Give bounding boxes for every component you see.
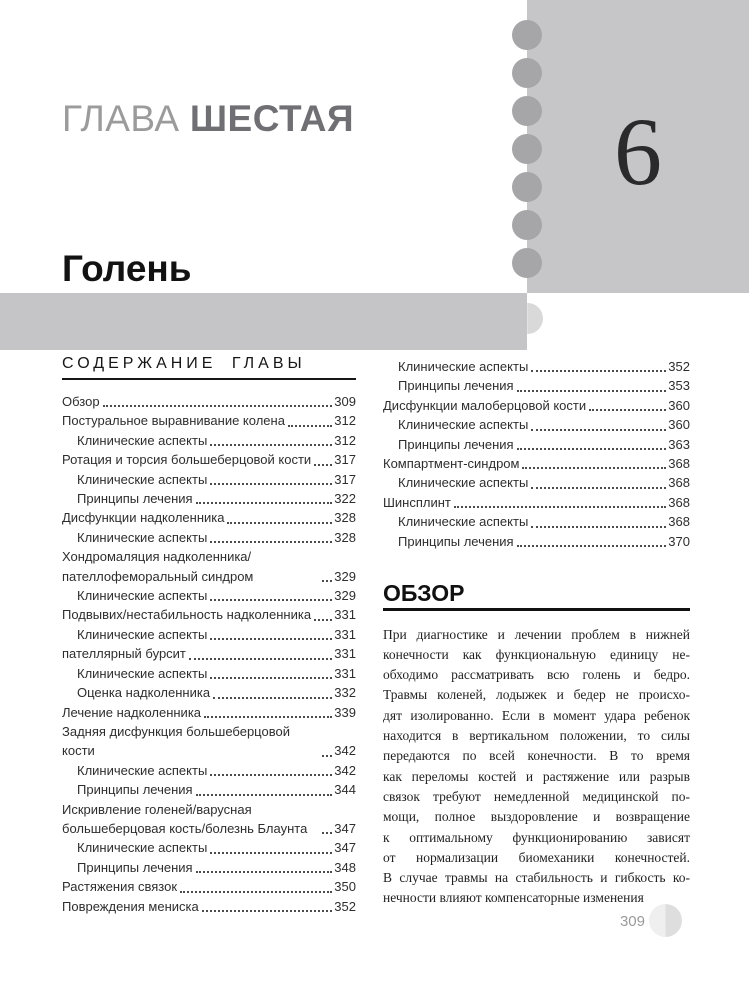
- body-text-line: как переломы костей и растяжение или разрыв: [383, 768, 690, 784]
- toc-list-right: [383, 357, 690, 551]
- toc-entry: [383, 396, 690, 415]
- toc-entry-label: Клинические аспекты: [77, 665, 208, 681]
- toc-entry-label: Клинические аспекты: [398, 417, 529, 433]
- overview-paragraph: [383, 625, 690, 909]
- toc-entry-label: Шинсплинт: [383, 494, 451, 510]
- toc-entry: [62, 858, 356, 877]
- body-text-line: При диагностике и лечении проблем в нижней: [383, 626, 690, 642]
- toc-dotted-leader: [314, 464, 332, 466]
- toc-dotted-leader: [196, 871, 333, 873]
- toc-entry-label: Подвывих/​нестабильность надколенника: [62, 607, 312, 623]
- toc-entry-label: Клинические аспекты: [77, 432, 208, 448]
- chapter-number-panel: [527, 0, 749, 293]
- toc-dotted-leader: [210, 677, 332, 679]
- footer-ornament-circle: [649, 904, 682, 937]
- body-text-line: связок требуют немедленной медицинской по-: [383, 788, 690, 804]
- ornament-dot: [512, 248, 542, 278]
- toc-right-column: [383, 355, 690, 909]
- toc-entry-page: 347: [334, 840, 356, 856]
- toc-dotted-leader: [210, 638, 332, 640]
- ornament-dot: [512, 210, 542, 240]
- toc-entry: [62, 877, 356, 896]
- toc-entry-page: 344: [334, 782, 356, 798]
- toc-entry-page: 350: [334, 879, 356, 895]
- toc-entry: [62, 644, 356, 663]
- toc-dotted-leader: [210, 599, 332, 601]
- toc-entry-page: 342: [334, 762, 356, 778]
- toc-entry-page: 352: [668, 359, 690, 374]
- toc-entry-label: Клинические аспекты: [77, 588, 208, 604]
- toc-entry: [62, 722, 356, 761]
- toc-entry-page: 317: [334, 471, 356, 487]
- toc-dotted-leader: [322, 832, 332, 834]
- toc-entry: [62, 625, 356, 644]
- chapter-kicker-word-bold: ШЕСТАЯ: [189, 98, 355, 139]
- toc-entry: [62, 664, 356, 683]
- toc-entry: [62, 392, 356, 411]
- toc-entry-page: 312: [334, 432, 356, 448]
- toc-entry-label: Принципы лечения: [77, 491, 193, 507]
- toc-entry: [62, 508, 356, 527]
- toc-entry: [62, 683, 356, 702]
- toc-entry-page: 363: [668, 436, 690, 452]
- toc-entry-page: 347: [334, 820, 356, 836]
- toc-entry-label: Принципы лечения: [398, 436, 514, 452]
- divider-bar: [0, 293, 527, 350]
- toc-dotted-leader: [517, 390, 667, 392]
- toc-entry: [62, 703, 356, 722]
- toc-entry-label: Клинические аспекты: [77, 840, 208, 856]
- toc-entry-label: Клинические аспекты: [398, 475, 529, 491]
- toc-entry: [62, 605, 356, 624]
- toc-entry-label: Компартмент-синдром: [383, 456, 520, 472]
- toc-dotted-leader: [210, 541, 332, 543]
- toc-entry-label: Постуральное выравнивание колена: [62, 413, 285, 429]
- toc-dotted-leader: [210, 483, 332, 485]
- toc-entry-page: 360: [668, 417, 690, 433]
- toc-entry-page: 329: [334, 588, 356, 604]
- toc-entry-page: 331: [334, 665, 356, 681]
- toc-entry-label: пателлярный бурсит: [62, 646, 186, 662]
- toc-entry: [62, 838, 356, 857]
- toc-entry-label: Клинические аспекты: [77, 471, 208, 487]
- toc-entry-page: 328: [334, 529, 356, 545]
- body-text-line: мощи, полное выздоровление и возвращение: [383, 809, 690, 825]
- toc-entry-page: 342: [334, 743, 356, 759]
- toc-entry-page: 368: [668, 514, 690, 530]
- toc-entry-label: Повреждения мениска: [62, 898, 199, 914]
- toc-entry: [383, 512, 690, 531]
- chapter-kicker: [62, 100, 354, 137]
- toc-entry: [383, 454, 690, 473]
- ornament-dot: [512, 172, 542, 202]
- toc-entry-page: 329: [334, 568, 356, 584]
- toc-entry: [62, 800, 356, 839]
- toc-entry-page: 370: [668, 533, 690, 549]
- toc-dotted-leader: [210, 852, 332, 854]
- toc-entry-label: Искривление голеней/​варусная большеберцовая кость/​болезнь Блаунта: [62, 801, 308, 836]
- toc-entry-page: 368: [668, 456, 690, 472]
- toc-dotted-leader: [517, 545, 667, 547]
- toc-entry-page: 360: [668, 397, 690, 413]
- toc-entry-label: Обзор: [62, 394, 100, 409]
- toc-dotted-leader: [202, 910, 333, 912]
- toc-dotted-leader: [517, 448, 667, 450]
- toc-entry-page: 328: [334, 510, 356, 526]
- toc-entry: [62, 761, 356, 780]
- body-text-line: передаются по всей конечности. В то время: [383, 748, 690, 764]
- toc-entry-label: Задняя дисфункция большеберцовой кости: [62, 723, 290, 759]
- toc-entry-label: Клинические аспекты: [77, 626, 208, 642]
- toc-entry: [62, 528, 356, 547]
- toc-entry-label: Хондромаляция надколенника/​пателлофеморальный синдром: [62, 549, 254, 584]
- toc-entry-label: Принципы лечения: [77, 782, 193, 798]
- toc-dotted-leader: [531, 429, 666, 431]
- toc-entry-label: Растяжения связок: [62, 879, 178, 895]
- toc-dotted-leader: [589, 409, 666, 411]
- toc-entry-page: 353: [668, 378, 690, 394]
- ornament-dot: [512, 134, 542, 164]
- toc-entry: [383, 415, 690, 434]
- toc-entry-label: Оценка надколенника: [77, 685, 211, 701]
- toc-dotted-leader: [322, 755, 332, 757]
- body-text-line: к оптимальному функционированию зависят: [383, 829, 690, 845]
- toc-entry-label: Лечение надколенника: [62, 704, 202, 720]
- toc-dotted-leader: [210, 444, 332, 446]
- toc-entry-page: 352: [334, 898, 356, 914]
- toc-entry: [383, 376, 690, 395]
- toc-dotted-leader: [531, 526, 666, 528]
- toc-entry: [62, 489, 356, 508]
- toc-entry-page: 331: [334, 607, 356, 623]
- body-text-line: находится в вертикальном положении, то силы: [383, 728, 690, 744]
- toc-entry-page: 348: [334, 859, 356, 875]
- toc-heading: СОДЕРЖАНИЕ ГЛАВЫ: [62, 355, 306, 372]
- toc-dotted-leader: [180, 891, 332, 893]
- toc-entry: [383, 493, 690, 512]
- toc-entry: [383, 357, 690, 376]
- chapter-title: Голень: [62, 248, 192, 289]
- toc-dotted-leader: [196, 794, 333, 796]
- toc-entry-label: Дисфункции надколенника: [62, 510, 225, 526]
- toc-entry: [383, 532, 690, 551]
- toc-entry: [62, 470, 356, 489]
- chapter-kicker-word: ГЛАВА: [62, 98, 180, 139]
- toc-entry-page: 331: [334, 626, 356, 642]
- body-text-line: дят изолированно. Если в момент удара ребенок: [383, 707, 690, 723]
- toc-dotted-leader: [454, 506, 666, 508]
- toc-dotted-leader: [531, 370, 666, 372]
- toc-entry: [383, 435, 690, 454]
- toc-entry-label: Клинические аспекты: [398, 359, 529, 374]
- toc-dotted-leader: [103, 405, 333, 407]
- toc-dotted-leader: [196, 502, 333, 504]
- body-text-line: конечности как функциональную единицу не-: [383, 646, 690, 662]
- toc-list-left: [62, 392, 356, 916]
- chapter-number: 6: [614, 98, 662, 205]
- toc-entry-label: Клинические аспекты: [77, 529, 208, 545]
- toc-entry: [62, 897, 356, 916]
- toc-dotted-leader: [314, 619, 332, 621]
- page-number: 309: [619, 913, 645, 930]
- toc-dotted-leader: [288, 425, 332, 427]
- toc-entry: [62, 450, 356, 469]
- toc-dotted-leader: [213, 697, 332, 699]
- toc-entry-label: Ротация и торсия большеберцовой кости: [62, 452, 312, 468]
- toc-entry-page: 368: [668, 475, 690, 491]
- toc-entry: [62, 547, 356, 586]
- toc-entry-label: Дисфункции малоберцовой кости: [383, 397, 587, 413]
- toc-entry-page: 312: [334, 413, 356, 429]
- section-heading-overview: ОБЗОР: [383, 580, 465, 607]
- section-heading-rule: [383, 608, 690, 611]
- toc-dotted-leader: [227, 522, 332, 524]
- toc-entry-label: Принципы лечения: [398, 378, 514, 394]
- toc-entry: [62, 780, 356, 799]
- toc-dotted-leader: [322, 580, 332, 582]
- toc-entry-page: 322: [334, 491, 356, 507]
- toc-entry: [62, 411, 356, 430]
- toc-entry-label: Клинические аспекты: [398, 514, 529, 530]
- body-text-line: нечности влияют компенсаторные изменения: [383, 890, 644, 906]
- toc-left-column: [62, 355, 356, 916]
- body-text-line: В случае травмы на стабильность и гибкость ко-: [383, 870, 690, 886]
- toc-entry: [62, 586, 356, 605]
- toc-entry: [62, 431, 356, 450]
- ornament-dot: [512, 20, 542, 50]
- toc-entry-label: Принципы лечения: [77, 859, 193, 875]
- toc-entry-label: Клинические аспекты: [77, 762, 208, 778]
- toc-entry: [383, 473, 690, 492]
- toc-entry-page: 368: [668, 494, 690, 510]
- ornament-dot: [512, 96, 542, 126]
- toc-dotted-leader: [531, 487, 666, 489]
- toc-entry-page: 317: [334, 452, 356, 468]
- toc-dotted-leader: [522, 467, 666, 469]
- toc-dotted-leader: [204, 716, 332, 718]
- toc-entry-page: 331: [334, 646, 356, 662]
- toc-dotted-leader: [189, 658, 332, 660]
- toc-entry-page: 332: [334, 685, 356, 701]
- toc-heading-rule: [62, 378, 356, 380]
- toc-entry-page: 309: [334, 394, 356, 409]
- toc-dotted-leader: [210, 774, 332, 776]
- body-text-line: обходимо рассматривать всю голень и бедро.: [383, 667, 690, 683]
- toc-entry-page: 339: [334, 704, 356, 720]
- toc-entry-label: Принципы лечения: [398, 533, 514, 549]
- ornament-dot: [512, 58, 542, 88]
- body-text-line: Травмы коленей, лодыжек и бедер не происхо-: [383, 687, 690, 703]
- body-text-line: от нормализации биомеханики конечностей.: [383, 849, 690, 865]
